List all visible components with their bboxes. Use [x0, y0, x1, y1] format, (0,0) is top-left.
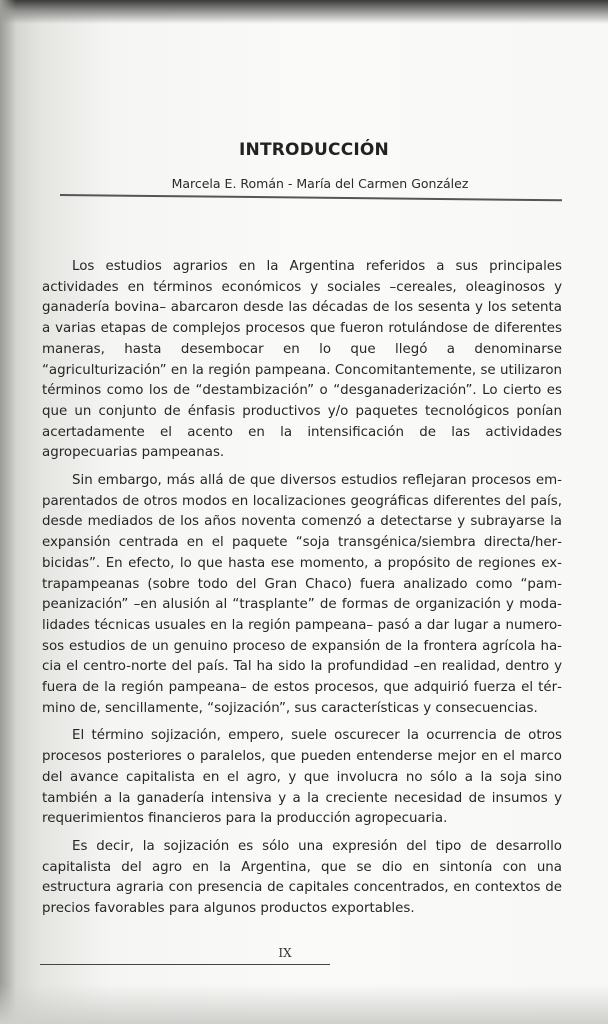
paragraph-4: Es decir, la sojización es sólo una expresión del tipo de desarrollo capitalista del agro en la Argentina, que se dio en sintonía con una estructura agraria con presencia de capitales concentrados, en contextos de precios favorables para algunos productos exportables. [42, 838, 562, 917]
paragraph-1: Los estudios agrarios en la Argentina referidos a sus principales actividades en términos económicos y sociales –cereales, oleaginosos y ganadería bovina– abarcaron desde las décadas de los sesenta y los setenta a varias etapas de complejos procesos que fueron rotulándose de diferentes maneras, hasta desembocar en lo que llegó a denominarse “agriculturización” en la región pampeana. Concomitantemente, se utilizaron términos como los de “destambización” o “desganaderización”. Lo cierto es que un conjunto de énfasis productivos y/o paquetes tecnológicos ponían acertadamente el acento en la intensificación de las actividades agropecuarias pampeanas. [42, 259, 562, 461]
authors-line: Marcela E. Román - María del Carmen González [171, 176, 469, 191]
body-text [42, 257, 562, 927]
chapter-title: INTRODUCCIÓN [239, 140, 389, 160]
scan-top-shadow [0, 0, 608, 24]
footer-rule [40, 964, 330, 965]
page-number: IX [278, 946, 292, 960]
title-rule [60, 194, 562, 201]
paragraph-3: El término sojización, empero, suele oscurecer la ocurrencia de otros procesos posteriores o paralelos, que pueden entenderse mejor en el marco del avance capitalista en el agro, y que involucra no sólo a la soja sino también a la ganadería intensiva y a la creciente necesidad de insumos y requerimientos financieros para la producción agropecuaria. [42, 728, 562, 827]
scan-bottom-shadow [0, 984, 608, 1024]
paragraph-2: Sin embargo, más allá de que diversos estudios reflejaran procesos emparentados de otros modos en localizaciones geográficas diferentes del país, desde mediados de los años noventa comenzó a detectarse y subrayarse la expansión centrada en el paquete “soja transgénica/siembra directa/herbicidas”. En efecto, lo que hasta ese momento, a propósito de regiones extrapampeanas (sobre todo del Gran Chaco) fuera analizado como “pampeanización” –en alusión al “trasplante” de formas de organización y modalidades técnicas usuales en la región pampeana– pasó a dar lugar a numerosos estudios de un genuino proceso de expansión de la frontera agrícola hacia el centro-norte del país. Tal ha sido la profundidad –en realidad, dentro y fuera de la región pampeana– de estos procesos, que adquirió fuerza el término de, sencillamente, “sojización”, sus características y consecuencias. [42, 473, 562, 716]
